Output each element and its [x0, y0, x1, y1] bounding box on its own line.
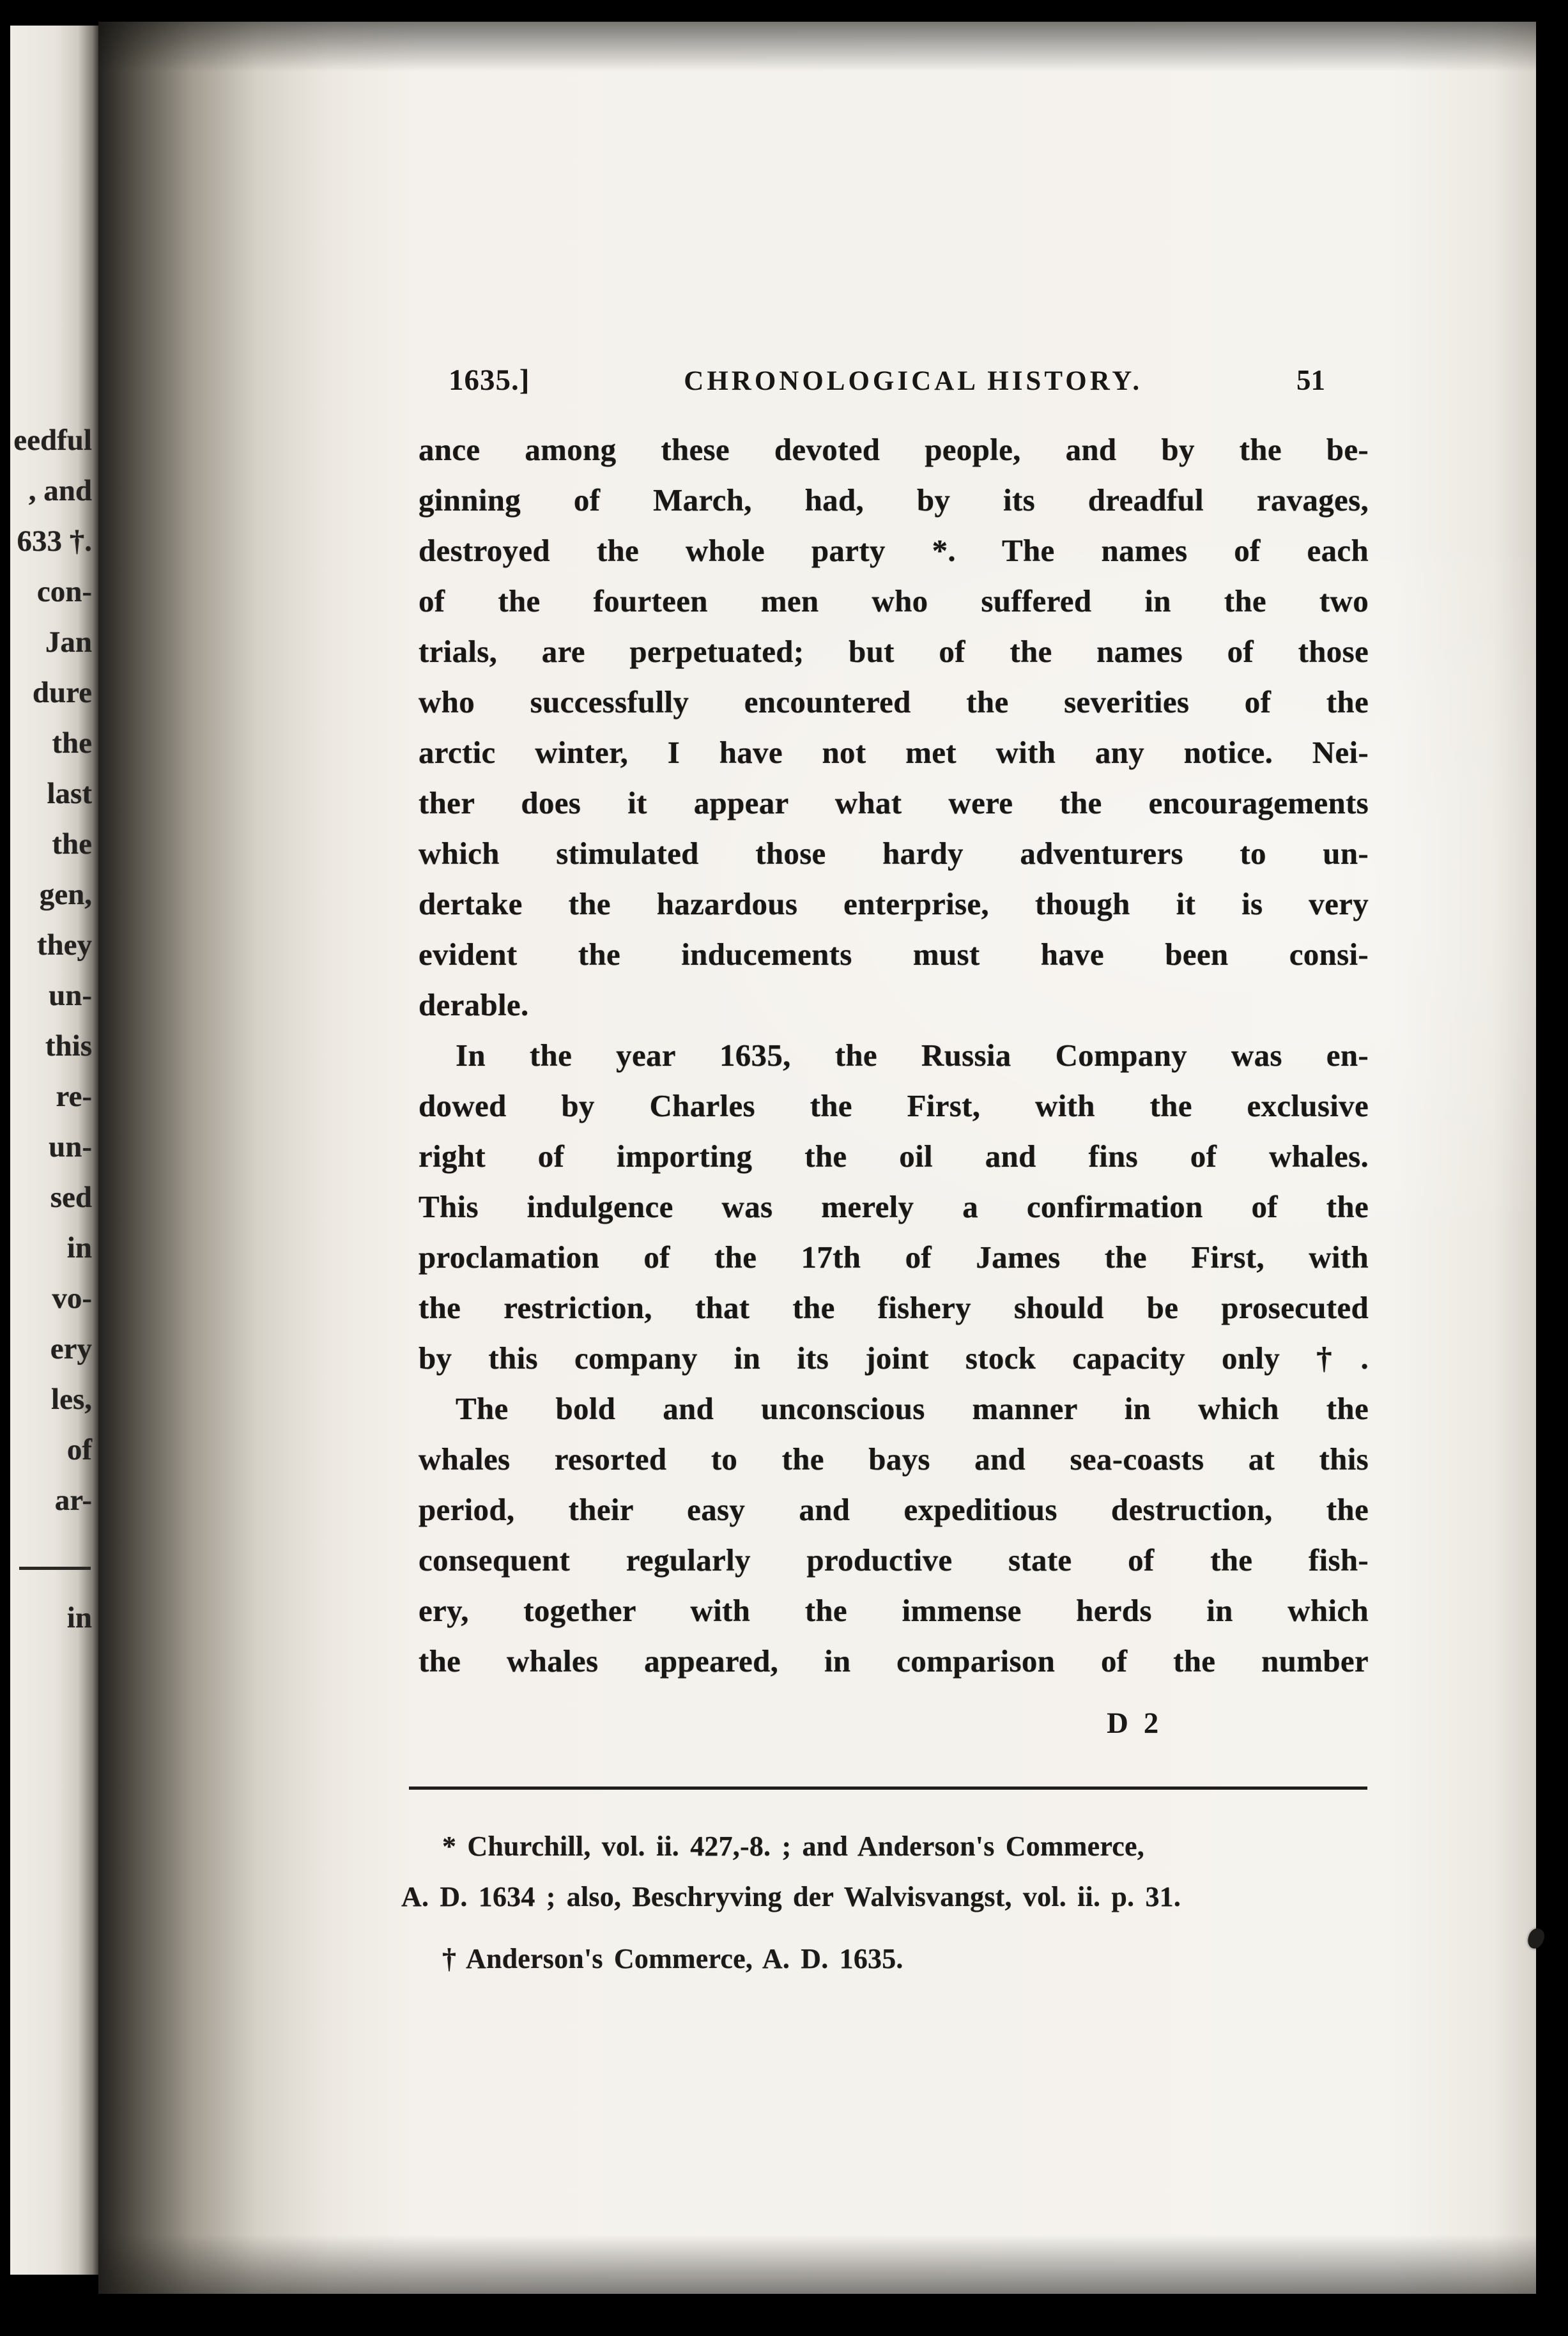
facing-text-fragment: this	[45, 1029, 92, 1063]
text-line: ery, together with the immense herds in which	[419, 1593, 1369, 1628]
facing-text-fragment: con-	[36, 575, 92, 608]
paragraph	[419, 424, 1369, 1030]
text-line: dertake the hazardous enterprise, though it is very	[419, 886, 1369, 921]
facing-text-fragment: in	[66, 1231, 92, 1264]
text-line: The bold and unconscious manner in which the	[456, 1391, 1369, 1426]
scan-speck	[1526, 1926, 1547, 1951]
facing-text-fragment: Jan	[45, 626, 92, 659]
facing-text-fragment: sed	[50, 1181, 92, 1214]
running-title: CHRONOLOGICAL HISTORY.	[684, 366, 1143, 396]
footnote-line: A. D. 1634 ; also, Beschryving der Walvisvangst, vol. ii. p. 31.	[401, 1881, 1181, 1912]
text-line: the whales appeared, in comparison of the number	[419, 1643, 1369, 1679]
header-year: 1635.]	[449, 364, 530, 397]
text-line: which stimulated those hardy adventurers to un-	[419, 836, 1369, 871]
text-line: consequent regularly productive state of the fish-	[419, 1542, 1369, 1578]
facing-text-fragment: un-	[49, 979, 92, 1012]
paragraph	[419, 1383, 1369, 1686]
text-line: destroyed the whole party *. The names of each	[419, 533, 1369, 568]
text-line: proclamation of the 17th of James the First, with	[419, 1240, 1369, 1275]
facing-text-fragment: vo-	[52, 1282, 92, 1315]
text-line: derable.	[419, 987, 529, 1022]
facing-text-fragment: the	[52, 827, 92, 861]
facing-text-fragment: of	[66, 1433, 92, 1466]
text-line: trials, are perpetuated; but of the names of those	[419, 634, 1369, 669]
text-line: of the fourteen men who suffered in the two	[419, 583, 1369, 619]
paragraph	[419, 1030, 1369, 1383]
facing-text-fragment: un-	[49, 1130, 92, 1164]
footnote-rule	[409, 1787, 1367, 1790]
footnotes	[401, 1821, 1385, 1984]
facing-text-fragment: the	[52, 726, 92, 760]
facing-text-fragment: in	[66, 1601, 92, 1634]
text-line: In the year 1635, the Russia Company was en-	[456, 1038, 1369, 1073]
text-line: by this company in its joint stock capacity only †.	[419, 1341, 1369, 1376]
text-line: right of importing the oil and fins of whales.	[419, 1139, 1369, 1174]
text-line: ginning of March, had, by its dreadful ravages,	[419, 482, 1369, 518]
facing-text-fragment: re-	[56, 1080, 92, 1113]
page-header	[449, 363, 1325, 397]
facing-text-fragment: ery	[50, 1332, 92, 1365]
text-line: ance among these devoted people, and by the be-	[419, 432, 1369, 467]
text-line: evident the inducements must have been consi-	[419, 937, 1369, 972]
facing-page-edge	[10, 26, 100, 2275]
facing-text-fragment: gen,	[39, 878, 92, 911]
facing-text-fragment: ar-	[54, 1484, 92, 1517]
facing-text-fragment: last	[47, 777, 92, 810]
body-text	[419, 424, 1369, 1686]
page-number: 51	[1296, 364, 1325, 396]
footnote-line: * Churchill, vol. ii. 427,-8. ; and Anderson's Commerce,	[442, 1831, 1144, 1862]
facing-text-fragment: eedful	[13, 424, 92, 457]
facing-text-fragment: they	[36, 928, 92, 962]
facing-page-fragments	[10, 415, 92, 1643]
text-line: arctic winter, I have not met with any notice. Nei-	[419, 735, 1369, 770]
facing-text-fragment: , and	[28, 474, 92, 507]
text-line: This indulgence was merely a confirmation of the	[419, 1189, 1369, 1224]
facing-text-fragment: 633 †.	[17, 525, 92, 558]
text-line: period, their easy and expeditious destruction, the	[419, 1492, 1369, 1527]
text-line: the restriction, that the fishery should be prosecuted	[419, 1290, 1369, 1325]
text-line: ther does it appear what were the encouragements	[419, 785, 1369, 820]
text-line: whales resorted to the bays and sea-coasts at this	[419, 1441, 1369, 1477]
facing-text-fragment: les,	[51, 1383, 92, 1416]
facing-text-fragment: dure	[32, 676, 92, 709]
text-line: who successfully encountered the severities of the	[419, 684, 1369, 719]
footnote-line: † Anderson's Commerce, A. D. 1635.	[442, 1943, 903, 1974]
facing-footnote-rule	[10, 1542, 92, 1593]
text-line: dowed by Charles the First, with the exclusive	[419, 1088, 1369, 1123]
signature-mark: D 2	[1107, 1707, 1163, 1740]
book-page	[98, 22, 1536, 2294]
